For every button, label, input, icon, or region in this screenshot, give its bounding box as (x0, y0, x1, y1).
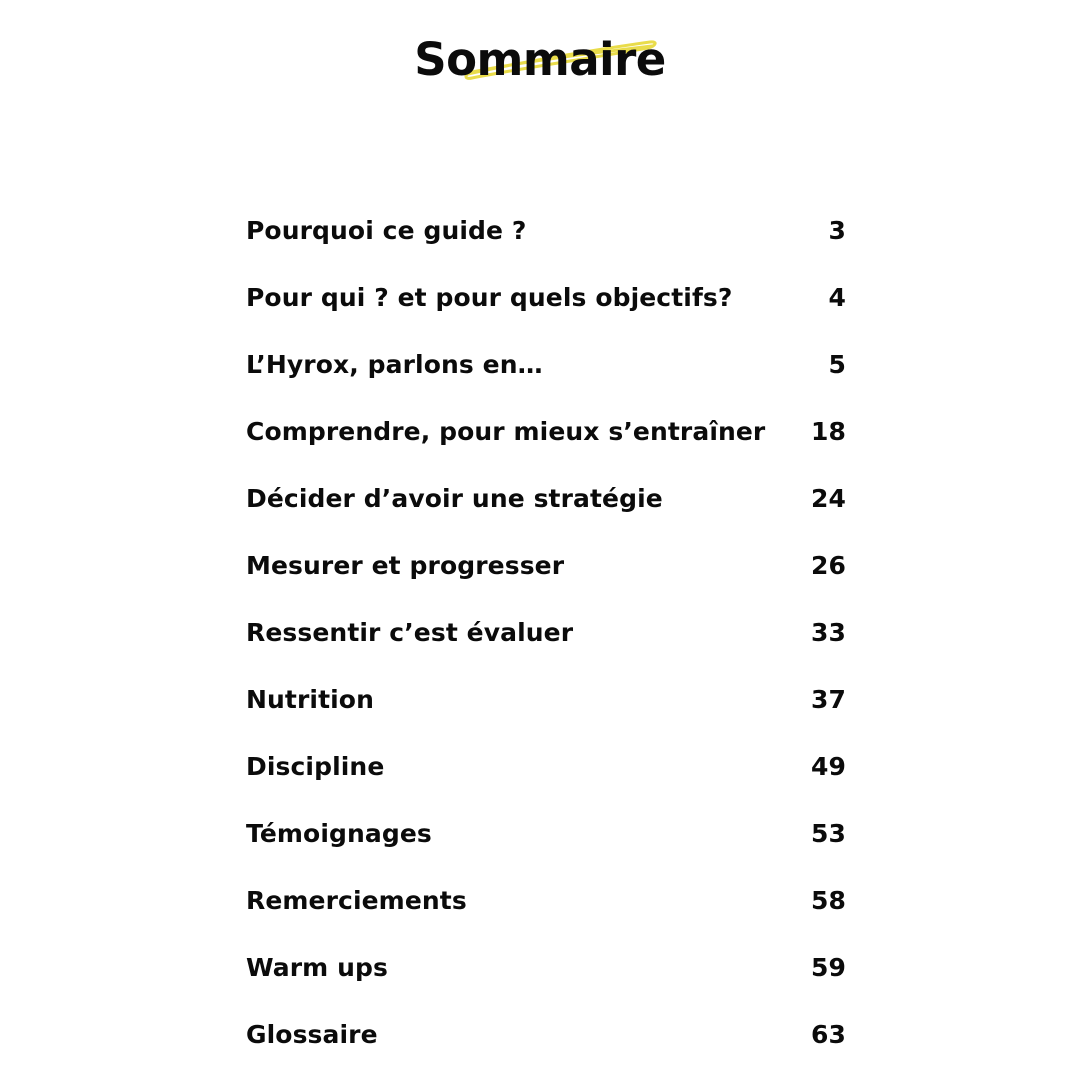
toc-entry-page: 26 (811, 550, 846, 580)
toc-entry[interactable] (246, 398, 846, 465)
toc-entry-label: Pour qui ? et pour quels objectifs? (246, 282, 733, 312)
toc-entry-page: 58 (811, 885, 846, 915)
toc-entry[interactable] (246, 197, 846, 264)
toc-entry-page: 37 (811, 684, 846, 714)
toc-entry[interactable] (246, 934, 846, 1001)
toc-entry-label: L’Hyrox, parlons en… (246, 349, 543, 379)
toc-entry-page: 59 (811, 952, 846, 982)
toc-entry-page: 63 (811, 1019, 846, 1049)
toc-entry-page: 4 (828, 282, 846, 312)
toc-entry-page: 5 (828, 349, 846, 379)
toc-entry-label: Nutrition (246, 684, 374, 714)
toc-entry[interactable] (246, 666, 846, 733)
page-title: Sommaire (414, 33, 666, 86)
toc-entry[interactable] (246, 264, 846, 331)
toc-entry[interactable] (246, 599, 846, 666)
toc-entry-page: 18 (811, 416, 846, 446)
toc-entry-label: Mesurer et progresser (246, 550, 565, 580)
toc-entry-label: Glossaire (246, 1019, 378, 1049)
toc-entry-label: Comprendre, pour mieux s’entraîner (246, 416, 766, 446)
toc-entry[interactable] (246, 1001, 846, 1068)
table-of-contents (246, 197, 846, 1068)
toc-entry[interactable] (246, 733, 846, 800)
toc-entry-page: 24 (811, 483, 846, 513)
title-block (0, 30, 1080, 90)
toc-entry-page: 33 (811, 617, 846, 647)
toc-entry[interactable] (246, 331, 846, 398)
toc-entry[interactable] (246, 867, 846, 934)
toc-entry[interactable] (246, 465, 846, 532)
toc-entry-label: Témoignages (246, 818, 432, 848)
toc-entry-label: Discipline (246, 751, 385, 781)
toc-entry[interactable] (246, 800, 846, 867)
toc-entry-page: 3 (828, 215, 846, 245)
toc-entry-label: Remerciements (246, 885, 467, 915)
toc-entry-page: 53 (811, 818, 846, 848)
toc-entry-label: Ressentir c’est évaluer (246, 617, 574, 647)
toc-entry[interactable] (246, 532, 846, 599)
toc-entry-label: Warm ups (246, 952, 389, 982)
toc-entry-label: Pourquoi ce guide ? (246, 215, 527, 245)
toc-entry-label: Décider d’avoir une stratégie (246, 483, 663, 513)
toc-entry-page: 49 (811, 751, 846, 781)
